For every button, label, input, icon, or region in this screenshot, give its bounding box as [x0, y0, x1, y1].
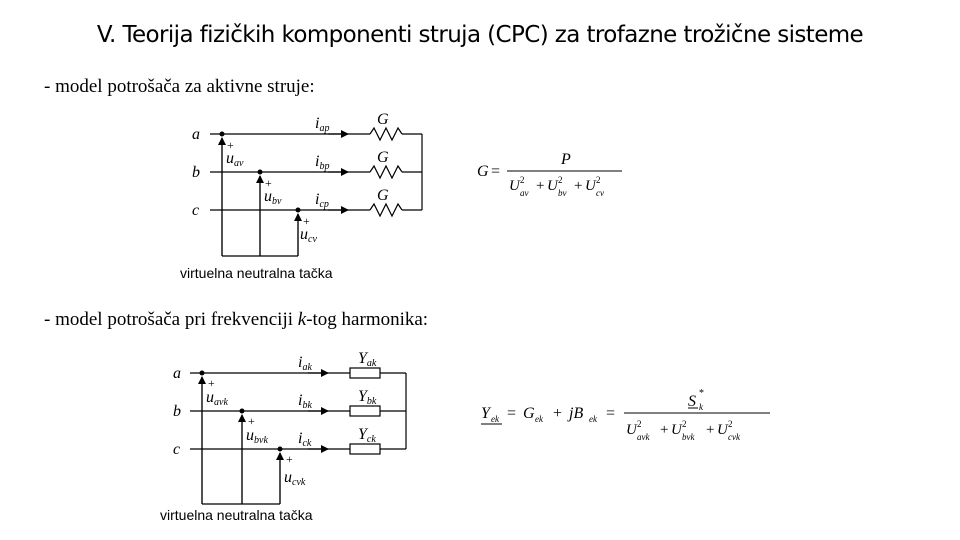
svg-text:U: U: [626, 422, 637, 438]
bullet-active-current-model: - model potrošača za aktivne struje:: [44, 76, 315, 97]
svg-text:cv: cv: [596, 188, 604, 198]
svg-text:ek: ek: [535, 414, 543, 424]
svg-text:2: 2: [682, 419, 687, 429]
formula-admittance: [478, 386, 788, 456]
svg-text:ek: ek: [491, 414, 499, 424]
svg-text:G: G: [523, 405, 535, 422]
bullet-harmonic-text-2: -tog harmonika:: [306, 309, 429, 330]
svg-text:+: +: [265, 176, 272, 190]
svg-text:+: +: [536, 178, 545, 194]
phase-b-label-2: b: [173, 403, 181, 420]
svg-text:+: +: [574, 178, 583, 194]
admittance-ybk-label: Ybk: [358, 388, 377, 407]
svg-text:*: *: [699, 388, 704, 399]
circuit2-plus-signs: [208, 376, 293, 466]
voltage-ucvk-label: ucvk: [284, 469, 306, 488]
formula1-numerator: P: [561, 151, 571, 168]
voltage-uavk-label: uavk: [206, 389, 228, 408]
bullet-harmonic-k: k: [297, 309, 307, 330]
svg-text:=: =: [606, 405, 616, 422]
svg-text:av: av: [520, 188, 529, 198]
voltage-uav-label: uav: [226, 150, 244, 169]
svg-text:+: +: [303, 214, 310, 228]
formula1-equals: =: [491, 163, 501, 180]
voltage-ucv-label: ucv: [300, 226, 317, 245]
formula2-denominator: [626, 419, 741, 442]
svg-text:Y: Y: [481, 405, 490, 422]
svg-text:bv: bv: [558, 188, 567, 198]
svg-text:U: U: [671, 422, 682, 438]
bullet-harmonic-text-1: - model potrošača pri frekvenciji: [44, 309, 298, 330]
svg-text:+: +: [706, 422, 715, 438]
svg-text:2: 2: [520, 175, 525, 185]
phase-a-label-2: a: [173, 365, 181, 382]
svg-text:U: U: [585, 178, 596, 194]
voltage-ubvk-label: ubvk: [246, 427, 268, 446]
svg-text:+: +: [208, 376, 215, 390]
svg-text:+: +: [553, 405, 563, 422]
svg-text:2: 2: [728, 419, 733, 429]
current-icp-label: icp: [315, 191, 329, 210]
svg-text:+: +: [227, 138, 234, 152]
current-ick-label: ick: [298, 430, 312, 449]
formula1-denominator: [509, 175, 604, 198]
phase-c-label: c: [192, 202, 200, 219]
voltage-ubv-label: ubv: [264, 188, 282, 207]
svg-text:k: k: [699, 402, 703, 412]
virtual-neutral-point-caption-1: virtuelna neutralna tačka: [180, 265, 333, 281]
svg-text:U: U: [509, 178, 520, 194]
admittance-yck-label: Yck: [358, 426, 376, 445]
conductance-g-label-c: G: [377, 187, 389, 204]
conductance-g-label-a: G: [377, 111, 389, 128]
current-ibp-label: ibp: [315, 153, 330, 172]
svg-text:+: +: [286, 452, 293, 466]
phase-b-label: b: [192, 164, 200, 181]
svg-text:U: U: [547, 178, 558, 194]
phase-c-label-2: c: [173, 441, 181, 458]
svg-text:avk: avk: [637, 432, 650, 442]
svg-text:U: U: [717, 422, 728, 438]
current-iak-label: iak: [298, 354, 312, 373]
svg-text:2: 2: [558, 175, 563, 185]
bullet-harmonic-model: [44, 309, 428, 331]
svg-text:+: +: [660, 422, 669, 438]
formula2-numerator: [688, 388, 704, 412]
formula1-lhs: G: [477, 163, 489, 180]
phase-a-label: a: [192, 126, 200, 143]
formula2-susceptance-term: [567, 405, 598, 424]
svg-text:=: =: [507, 405, 517, 422]
formula-conductance: [474, 146, 644, 206]
svg-text:cvk: cvk: [728, 432, 740, 442]
current-iap-label: iap: [315, 115, 330, 134]
svg-text:+: +: [248, 414, 255, 428]
svg-text:jB: jB: [569, 405, 584, 422]
conductance-g-label-b: G: [377, 149, 389, 166]
svg-text:2: 2: [637, 419, 642, 429]
svg-text:ek: ek: [589, 414, 597, 424]
current-ibk-label: ibk: [298, 392, 312, 411]
svg-text:S: S: [688, 393, 696, 410]
admittance-yak-label: Yak: [358, 350, 377, 369]
slide-title: V. Teorija fizičkih komponenti struja (CPC) za trofazne trožične sisteme: [96, 22, 864, 48]
formula2-conductance-term: [523, 405, 544, 424]
formula2-lhs: [481, 405, 502, 424]
svg-text:bvk: bvk: [682, 432, 695, 442]
virtual-neutral-point-caption-2: virtuelna neutralna tačka: [160, 507, 313, 523]
svg-text:2: 2: [596, 175, 601, 185]
